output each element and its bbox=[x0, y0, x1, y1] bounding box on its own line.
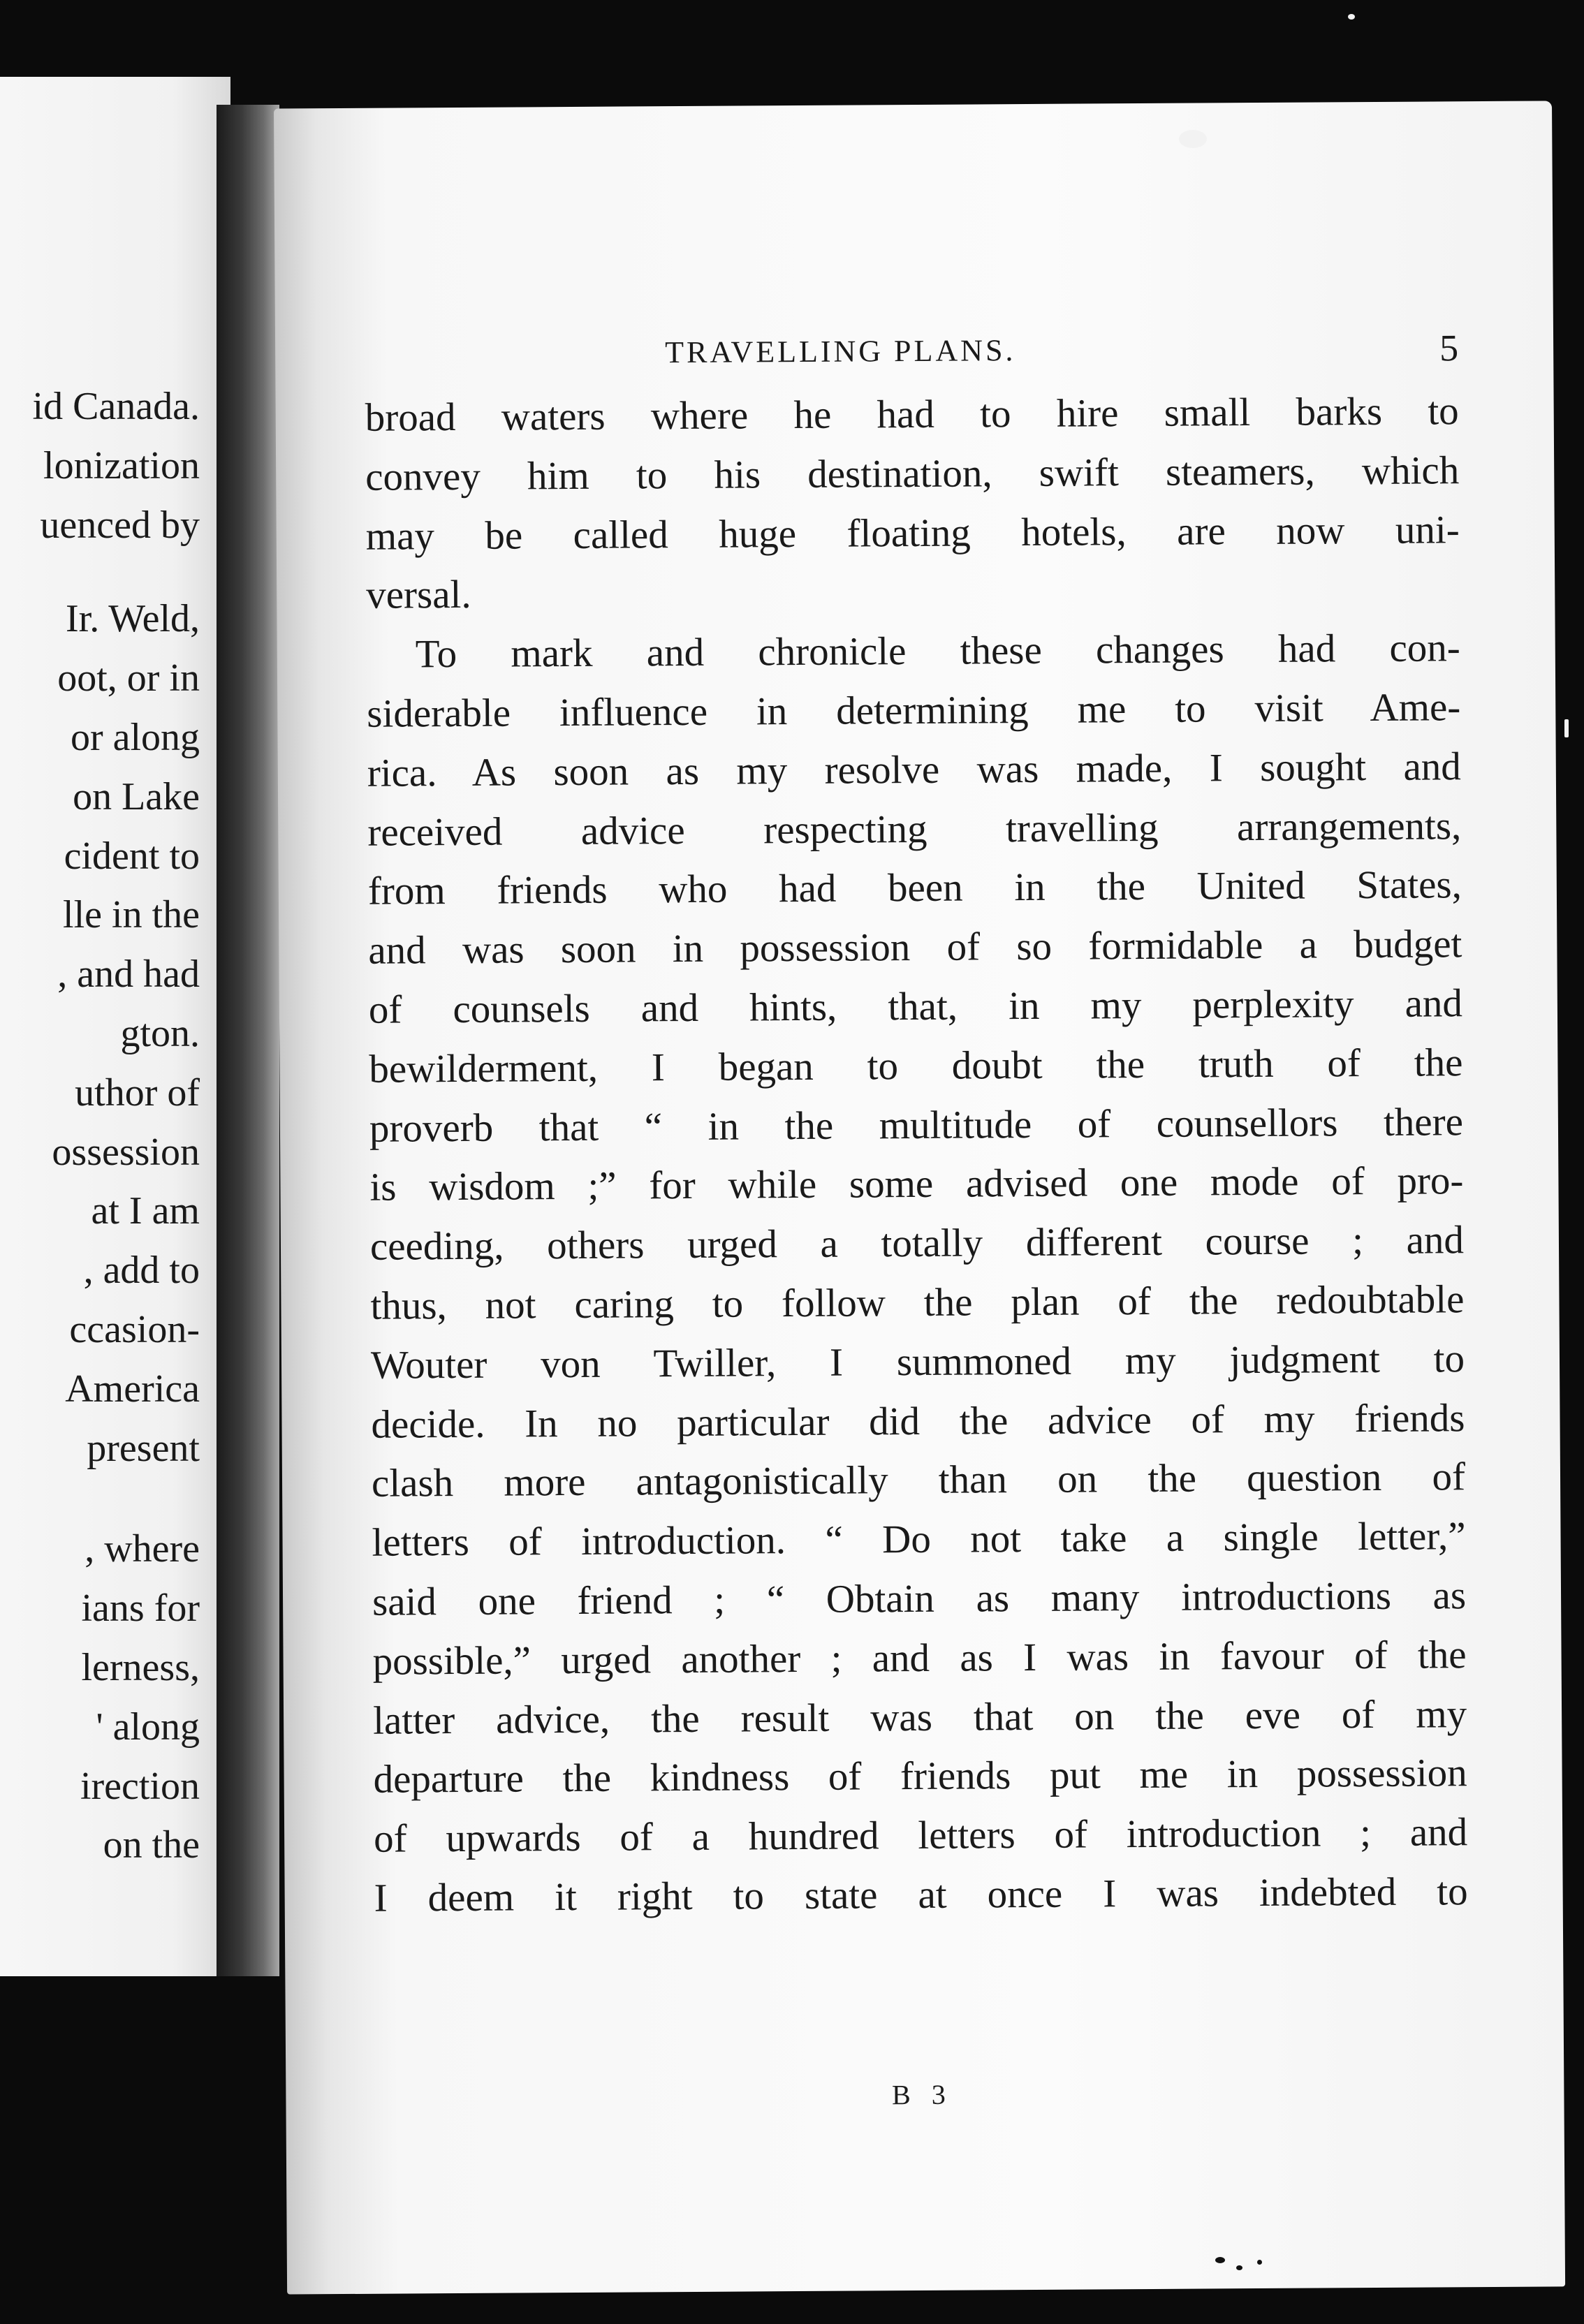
running-title: TRAVELLING PLANS. bbox=[665, 333, 1016, 370]
previous-page-line: ' along bbox=[96, 1705, 200, 1749]
text-line: rica. As soon as my resolve was made, I sought and bbox=[367, 744, 1461, 795]
text-line: may be called huge floating hotels, are now uni- bbox=[365, 507, 1460, 559]
previous-page-line: oot, or in bbox=[57, 656, 200, 700]
text-line: departure the kindness of friends put me in possession bbox=[373, 1751, 1467, 1802]
previous-page-line: America bbox=[65, 1367, 200, 1411]
text-line: possible,” urged another ; and as I was in favour of the bbox=[372, 1632, 1467, 1684]
book-gutter-shadow bbox=[217, 105, 279, 1976]
page-number: 5 bbox=[1439, 327, 1459, 369]
previous-page-line: lonization bbox=[43, 443, 200, 487]
previous-page-line: id Canada. bbox=[32, 385, 200, 428]
previous-page-line: at I am bbox=[91, 1189, 200, 1233]
text-line: letters of introduction. “ Do not take a single letter,” bbox=[372, 1514, 1466, 1565]
text-line: To mark and chronicle these changes had con- bbox=[415, 626, 1460, 677]
current-page bbox=[274, 101, 1565, 2294]
text-line: decide. In no particular did the advice of my friends bbox=[371, 1395, 1465, 1447]
previous-page-line: Ir. Weld, bbox=[66, 597, 200, 641]
previous-page-line: or along bbox=[70, 715, 200, 759]
text-line: of upwards of a hundred letters of introduction ; and bbox=[373, 1810, 1468, 1861]
previous-page-line: lle in the bbox=[63, 893, 200, 937]
text-line: latter advice, the result was that on the eve of my bbox=[372, 1691, 1467, 1743]
previous-page-line: , add to bbox=[83, 1249, 200, 1293]
previous-page-line: present bbox=[87, 1426, 200, 1470]
text-line: is wisdom ;” for while some advised one mode of pro- bbox=[369, 1159, 1464, 1210]
running-head bbox=[365, 323, 1458, 379]
text-line: of counsels and hints, that, in my perplexity and bbox=[368, 981, 1463, 1032]
previous-page-line: , and had bbox=[57, 953, 200, 996]
dust-speck bbox=[1179, 130, 1207, 148]
text-line: received advice respecting travelling arrangements, bbox=[367, 803, 1462, 855]
text-line: versal. bbox=[366, 573, 471, 618]
text-line: clash more antagonistically than on the question of bbox=[371, 1455, 1466, 1506]
text-line: thus, not caring to follow the plan of the redoubtable bbox=[370, 1277, 1465, 1328]
dust-speck bbox=[1348, 14, 1355, 20]
text-line: broad waters where he had to hire small barks to bbox=[365, 389, 1459, 440]
previous-page-line: on Lake bbox=[73, 774, 200, 818]
text-line: said one friend ; “ Obtain as many introductions as bbox=[372, 1573, 1467, 1624]
previous-page-line: cident to bbox=[64, 834, 200, 878]
dust-speck bbox=[1257, 2260, 1262, 2265]
previous-page-line: lerness, bbox=[81, 1645, 200, 1689]
dust-speck bbox=[1564, 719, 1569, 737]
text-line: and was soon in possession of so formidable a budget bbox=[368, 922, 1462, 973]
text-line: I deem it right to state at once I was indebted to bbox=[374, 1869, 1468, 1920]
previous-page-line: uthor of bbox=[75, 1071, 200, 1115]
text-line: from friends who had been in the United States, bbox=[367, 862, 1462, 914]
dust-speck bbox=[1236, 2265, 1242, 2270]
previous-page-line: ians for bbox=[81, 1587, 200, 1631]
previous-page-line: on the bbox=[103, 1823, 200, 1867]
previous-page-line: ccasion- bbox=[69, 1307, 200, 1351]
text-line: bewilderment, I began to doubt the truth of the bbox=[369, 1040, 1463, 1091]
previous-page-line: , where bbox=[85, 1527, 200, 1571]
printer-signature: B 3 bbox=[891, 2078, 953, 2111]
previous-page-fragment bbox=[0, 77, 230, 1976]
previous-page-line: irection bbox=[80, 1764, 200, 1808]
previous-page-line: ossession bbox=[52, 1130, 200, 1174]
page-text-block bbox=[363, 101, 1468, 2111]
text-line: siderable influence in determining me to visit Ame- bbox=[367, 685, 1461, 736]
body-text bbox=[365, 382, 1467, 1928]
text-line: ceeding, others urged a totally different course ; and bbox=[369, 1218, 1465, 1269]
dust-speck bbox=[1215, 2257, 1225, 2263]
text-line: Wouter von Twiller, I summoned my judgment to bbox=[370, 1336, 1465, 1388]
previous-page-text bbox=[33, 377, 200, 1875]
text-line: convey him to his destination, swift steamers, which bbox=[365, 448, 1460, 499]
text-line: proverb that “ in the multitude of counsellors there bbox=[369, 1099, 1464, 1151]
previous-page-line: gton. bbox=[120, 1011, 200, 1055]
previous-page-line: uenced by bbox=[40, 503, 200, 547]
